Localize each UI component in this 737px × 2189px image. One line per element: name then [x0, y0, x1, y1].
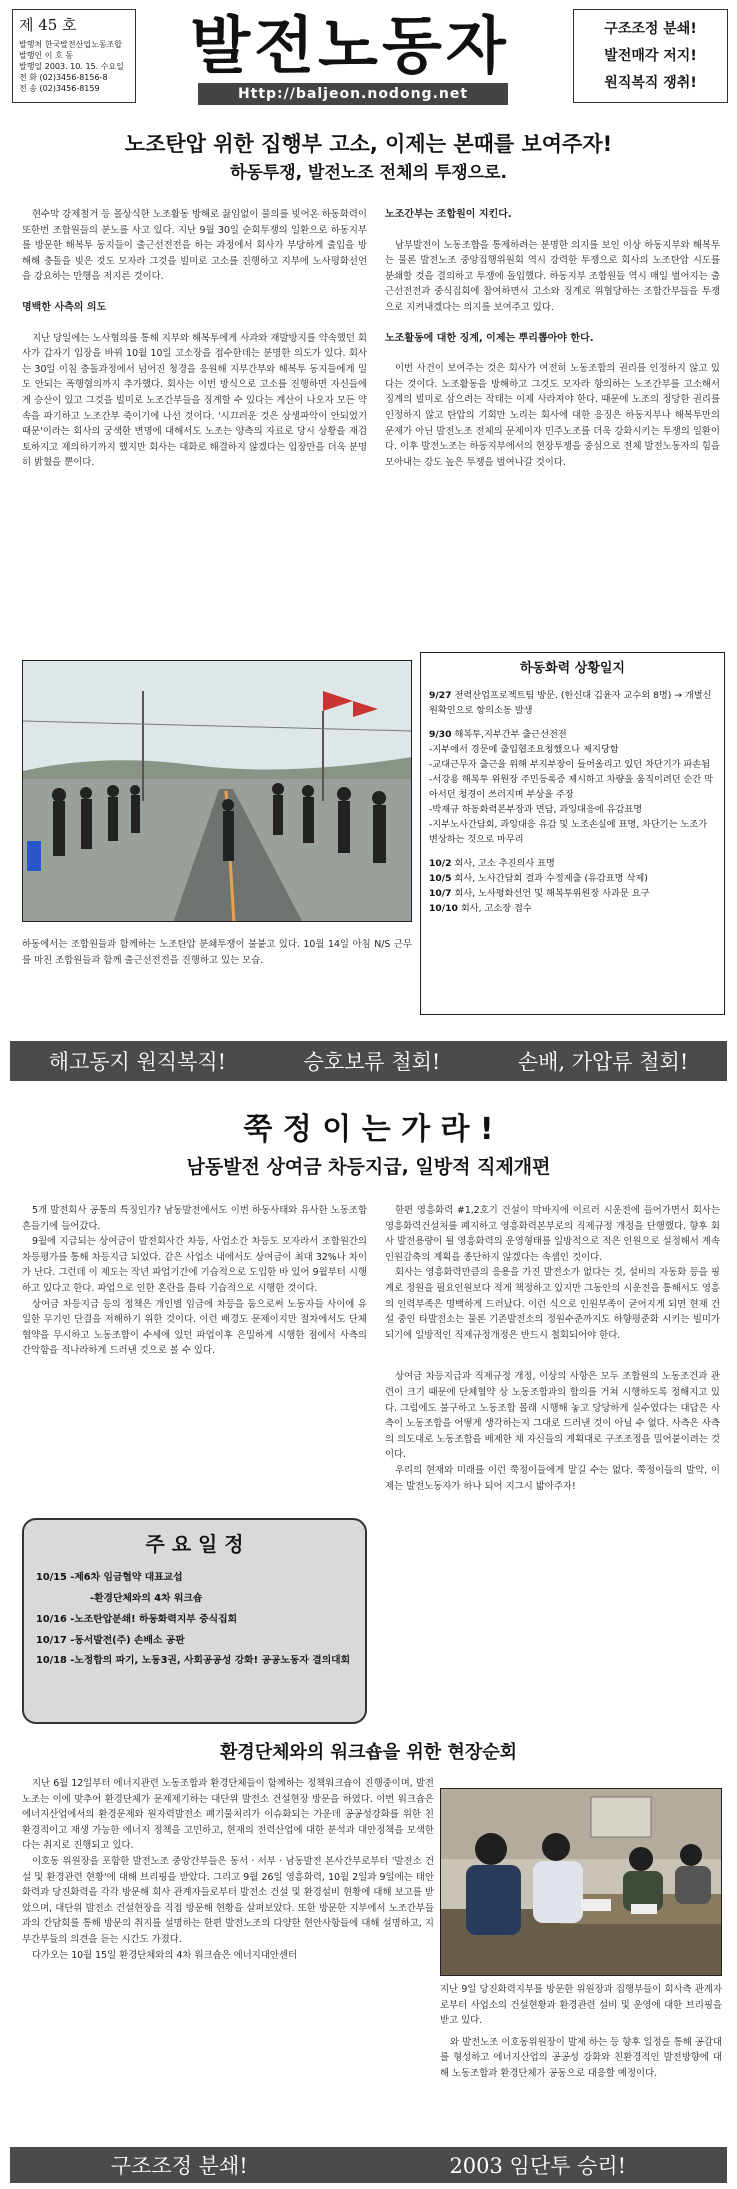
slogan-banner-bottom: [10, 2147, 727, 2183]
timeline-entry: [429, 802, 716, 817]
meta-line: 발행일 2003. 10. 15. 수요일: [19, 62, 124, 71]
article1-subheading: 명백한 사측의 의도: [22, 301, 107, 313]
paragraph: 상여금 차등지급과 직제규정 개정, 이상의 사항은 모두 조합원의 노동조건과 관련이 크기 때문에 단체협약 상 노동조합과의 합의를 거쳐 시행하도록 정해지고 있다. 그럼에도 불구하고 노동조합 몰래 시행해 놓고 당당하게 실수였다는 대답은 사측이 노동조합을 어떻게 생각하는지 그대로 드러낸 것이 아닐 수 없다. 사측은 사측의 의도대로 노동조합을 배제한 채 자신들의 계획대로 구조조정을 밀어붙이려는 것이다.: [385, 1371, 720, 1461]
paragraph: 지난 6월 12일부터 에너지관련 노동조합과 환경단체들이 함께하는 정책워크숍이 진행중이며, 발전노조는 이에 맞추어 환경단체가 문제제기하는 대단위 발전소 건설현장 방문을 하였다. 이번 워크숍은 에너지산업에서의 환경문제와 원자력발전소 폐기물처리가 이슈화되는 가운데 공공성강화를 위한 친환경적이고 재생 가능한 에너지 정책을 고민하고, 현재의 전력산업에 대한 분석과 대안정책을 모색한다는 취지로 진행되고 있다.: [22, 1778, 434, 1852]
paragraph: 남부발전이 노동조합을 통제하려는 분명한 의지를 보인 이상 하동지부와 해복투는 물론 발전노조 중앙집행위원회 역시 강력한 투쟁으로 회사의 노조탄압 시도를 분쇄할 것을 결의하고 투쟁에 돌입했다. 하동지부 조합원들 역시 매일 벌어지는 출근선전전과 중식집회에 참여하면서 고소와 징계로 위협당하는 조합간부들을 투쟁으로 지켜내겠다는 의지를 보여주고 있다.: [385, 239, 720, 313]
paragraph: 이번 사건이 보여주는 것은 회사가 여전히 노동조합의 권리를 인정하지 않고 있다는 것이다. 노조활동을 방해하고 그것도 모자라 항의하는 노조간부를 고소해서 징계의 빌미로 삼으려는 작태는 이제 사라져야 한다. 때문에 노조의 정당한 권리를 인정하지 않고 탄압의 기회만 노리는 회사에 대한 응징은 하동지부나 해복투만의 문제가 아닌 발전노조 전체의 문제이자 민주노조를 더욱 강화시키는 투쟁의 일환이다. 이후 발전노조는 하동지부에서의 현장투쟁을 중심으로 전체 발전노동자의 힘을 모아내는 강도 높은 투쟁을 벌여나갈 것이다.: [385, 363, 720, 468]
meta-line: 발행인 이 호 동: [19, 51, 73, 60]
timeline-text: 회사, 고소 추진의사 표명: [454, 858, 555, 869]
masthead-info-box: [12, 9, 136, 103]
schedule-item: 10/17 -동서발전(주) 손배소 공판: [36, 1635, 185, 1646]
timeline-entry: [429, 886, 716, 901]
timeline-text: 해복투,지부간부 출근선전전: [454, 729, 567, 740]
banner-slogan: 구조조정 분쇄!: [110, 2154, 248, 2178]
schedule-box: [22, 1518, 367, 1724]
timeline-text: -지부노사간담회, 과잉대응 유감 및 노조손실에 표명, 차단기는 노조가 변상하는 것으로 마무리: [429, 819, 708, 845]
paragraph: 지난 당일에는 노사협의를 통해 지부와 해복투에게 사과와 재발방지를 약속했던 회사가 갑자기 입장을 바꿔 10월 10일 고소장을 접수한데는 분명한 의도가 있다. 회사는 30일 이침 충돌과정에서 넘어진 청경을 응원해 지부간부와 해복투 동지들에게 밀도 안되는 폭행혐의까지 추가했다. 회사는 이번 방식으로 고소를 진행하면 자신들에게 승산이 있고 그것을 빌미로 노조간부들을 징계할 수 있다는 계산이 나오자 모든 약속을 파기하고 노조간부 죽이기에 나선 것이다. '시끄러운 것은 상생파악이 안되었기 때문'이라는 회사의 궁색한 변명에 대해서도 노조는 양측의 자료로 당시 상황을 재검토하지고 제의하기까지 했지만 회사는 대화로 해결하지 않겠다는 입장만을 더욱 분명히 밝혔을 뿐이다.: [22, 332, 367, 469]
timeline-text: 회사, 노사평화선언 및 해복투위원장 사과문 요구: [454, 888, 650, 899]
timeline-title: 하동화력 상황일지: [520, 661, 625, 676]
article3-right-column: [440, 1982, 722, 2097]
rally-photo-image: [23, 661, 412, 922]
timeline-text: -교대근무자 출근을 위해 부지부장이 들어올리고 있던 차단기가 파손됨: [429, 759, 711, 770]
timeline-box: [420, 652, 725, 1015]
article2-headline: 쭉 정 이 는 가 라 !: [243, 1112, 494, 1147]
article1-photo-caption: 하동에서는 조합원들과 함께하는 노조탄압 분쇄투쟁이 불붙고 있다. 10월 14일 아침 N/S 근무를 마친 조합원들과 함께 출근선전전을 진행하고 있는 모습.: [22, 939, 412, 966]
slogan-line: 구조조정 분쇄!: [604, 21, 697, 37]
timeline-date: 9/27: [429, 690, 452, 701]
banner-slogan: 2003 임단투 승리!: [449, 2154, 627, 2178]
paragraph: 우리의 현재와 미래를 이런 쭉정이들에게 맡길 수는 없다. 쭉정이들의 발악, 이제는 발전노동자가 하나 되어 지그시 밟아주자!: [385, 1464, 720, 1492]
timeline-date: 9/30: [429, 729, 452, 740]
article3-left-column: [22, 1776, 434, 1978]
paragraph: 회사는 영흥화력만큼의 응용을 가진 발전소가 없다는 것, 설비의 자동화 등을 핑계로 정원을 필요인원보다 적게 책정하고 있지만 그동안의 시운전을 통해서도 영흥의 인력부족은 명백하게 드러났다. 이런 식으로 인원부족이 굳어지게 되면 현재 건설 중인 타발전소는 물론 기존발전소의 정원수준까지도 하향평준화 시키는 빌미가 되기에 일방적인 직제규정개정은 반드시 철회되어야 한다.: [385, 1267, 720, 1341]
article1-photo: [22, 660, 412, 922]
timeline-date: 10/5: [429, 873, 452, 884]
site-url[interactable]: Http://baljeon.nodong.net: [198, 83, 508, 105]
timeline-text: -서강용 해복투 위원장 주민등록증 제시하고 차량을 움직이려던 순간 막아서던 청경이 쓰러지며 부상을 주장: [429, 774, 714, 800]
timeline-entry: [429, 742, 716, 757]
meta-line: 전 송 (02)3456-8159: [19, 84, 100, 93]
article1-right-column: [385, 207, 720, 485]
article2-right-column: [385, 1203, 720, 1509]
schedule-item: 10/18 -노정합의 파기, 노동3권, 사회공공성 강화! 공공노동자 결의대회: [36, 1655, 351, 1666]
schedule-item: 10/16 -노조탄압분쇄! 하동화력지부 중식집회: [36, 1614, 238, 1625]
meta-line: 전 화 (02)3456-8156-8: [19, 73, 108, 82]
article1-headline: 노조탄압 위한 집행부 고소, 이제는 본때를 보여주자!: [124, 132, 613, 156]
newspaper-title: 발전노동자: [190, 9, 510, 82]
timeline-entry: [429, 688, 716, 718]
timeline-entry: [429, 757, 716, 772]
article1-subheading: 노조간부는 조합원이 지킨다.: [385, 209, 512, 220]
meta-line: 발행처 한국발전산업노동조합: [19, 40, 123, 49]
timeline-text: 회사, 고소장 접수: [460, 903, 532, 914]
article3-headline: 환경단체와의 워크숍을 위한 현장순회: [219, 1742, 517, 1763]
article2-left-column: [22, 1203, 367, 1374]
article1-left-column: [22, 207, 367, 486]
schedule-item: 10/15 -제6차 임금협약 대표교섭: [36, 1572, 183, 1583]
paragraph: 이호동 위원장을 포함한 발전노조 중앙간부들은 동서 · 서부 · 남동발전 본사간부로부터 '발전소 건설 및 환경관련 현황'에 대해 브리핑을 받았다. 그리고 9월 26일 영흥화력, 10월 2일과 9일에는 태안화력과 당진화력을 각각 방문해 회사 관계자들로부터 발전소 건설 및 환경설비 현황에 대해 보고를 받았으며, 대단위 발전소 건설현장을 직접 방문해 현황을 살펴보았다. 또한 방문한 지부에서 노조간부들과의 간담회를 통해 방문의 취지를 설명하는 한편 발전노조의 다양한 현안사항들에 대해 설명하고, 지부간부들의 의견을 듣는 시간도 가졌다.: [22, 1855, 434, 1945]
timeline-text: 회사, 노사간담회 결과 수정제출 (유감표명 삭제): [454, 873, 648, 884]
paragraph: 한편 영흥화력 #1,2호기 건설이 막바지에 이르러 시운전에 들어가면서 회사는 영흥화력건설처를 폐지하고 영흥화력본부로의 직제규정 개정을 단행했다. 향후 회사 발전용량이 될 영흥화력의 운영형태를 일방적으로 적은 인원으로 설정해서 계속 인원감축의 계획을 종단하지 않겠다는 속셈인 것이다.: [385, 1205, 720, 1263]
timeline-text: -박재규 하동화력본부장과 면담, 과잉대응에 유감표명: [429, 804, 643, 815]
article3-photo: [440, 1788, 722, 1976]
paragraph: 다가오는 10월 15일 환경단체와의 4차 워크숍은 에너지대안센터: [32, 1949, 298, 1961]
banner-slogan: 손배, 가압류 철회!: [517, 1050, 689, 1074]
banner-slogan: 해고동지 원직복직!: [48, 1050, 227, 1074]
article1-subheading: 노조활동에 대한 징계, 이제는 뿌리뽑아야 한다.: [385, 332, 594, 344]
paragraph: 9월에 지급되는 상여금이 발전회사간 차등, 사업소간 차등도 모자라서 조합원간의 차등평가를 통해 차등지급 되었다. 같은 사업소 내에서도 상여금이 최대 32%나 차이가 난다. 그런데 이 제도는 작년 파업기간에 기습적으로 도입한 바 있어 9월부터 시행하고 있다고 한다. 파업으로 인한 혼란을 틈타 기습적으로 시행한 것이다.: [22, 1236, 367, 1294]
timeline-entry: [429, 772, 716, 802]
slogan-banner-top: [10, 1041, 727, 1081]
paragraph: 와 발전노조 이호동위원장이 발제 하는 등 향후 일정을 통해 공감대를 형성하고 에너지산업의 공공성 강화와 친환경적인 발전방향에 대해 노동조합과 환경단체가 공동으로 대응할 예정이다.: [440, 2036, 722, 2079]
paragraph: 5개 발전회사 공통의 특징인가? 남동발전에서도 이번 하동사태와 유사한 노동조합 흔들기에 들어갔다.: [22, 1205, 367, 1232]
timeline-date: 10/7: [429, 888, 452, 899]
meeting-photo-image: [441, 1789, 722, 1976]
issue-number: 제 45 호: [19, 16, 77, 34]
schedule-title: 주 요 일 정: [145, 1532, 244, 1556]
article1-subhead: 하동투쟁, 발전노조 전체의 투쟁으로.: [229, 163, 507, 183]
timeline-text: -지부에서 경문에 출입협조요청했으나 제지당함: [429, 744, 619, 755]
timeline-date: 10/10: [429, 903, 458, 914]
timeline-entry: [429, 901, 716, 916]
timeline-entry: [429, 817, 716, 847]
timeline-text: 전력산업프로젝트팀 방문. (한신대 김윤자 교수외 8명) → 개별신원확인으로 항의소동 발생: [429, 690, 712, 716]
paragraph: 상여금 차등지급 등의 정책은 개인별 임금에 차등을 둠으로써 노동자들 사이에 유일한 무기인 단결을 저해하기 위한 것이다. 이런 배경도 문제이지만 절차에서도 단체협약을 무시하고 노동조합이 수세에 있던 파업이후 은밀하게 시행한 점에서 사측의 간악함을 적나라하게 드러낸 것으로 볼 수 있다.: [22, 1298, 367, 1357]
paragraph: 현수막 강제철거 등 몰상식한 노조활동 방해로 끓임없이 물의를 빚어온 하동화력이 또한번 조합원들의 분노를 사고 있다. 지난 9월 30일 순회투쟁의 일환으로 하동지부를 방문한 해복투 동지들이 출근선전전을 하는 과정에서 회사가 부당하게 출입을 방해해 충돌을 빚은 것도 모자라 그것을 빌미로 고소를 진행하고 지부에 노사평화선언을 강요하는 만행을 저지른 것이다.: [22, 209, 367, 283]
timeline-entry: [429, 727, 716, 742]
article3-photo-caption: 지난 9일 당진화력지부를 방문한 위원장과 집행부들이 회사측 관계자로부터 사업소의 건설현황과 환경관련 설비 및 운영에 대한 브리핑을 받고 있다.: [440, 1984, 722, 2027]
schedule-item: -환경단체와의 4차 워크숍: [90, 1593, 203, 1604]
slogan-box: [573, 9, 728, 103]
timeline-entry: [429, 856, 716, 871]
timeline-date: 10/2: [429, 858, 452, 869]
slogan-line: 발전매각 저지!: [604, 48, 697, 64]
article2-subhead: 남동발전 상여금 차등지급, 일방적 직제개편: [186, 1156, 551, 1178]
banner-slogan: 승호보류 철회!: [303, 1050, 441, 1074]
timeline-entry: [429, 871, 716, 886]
slogan-line: 원직복직 쟁취!: [604, 75, 697, 91]
